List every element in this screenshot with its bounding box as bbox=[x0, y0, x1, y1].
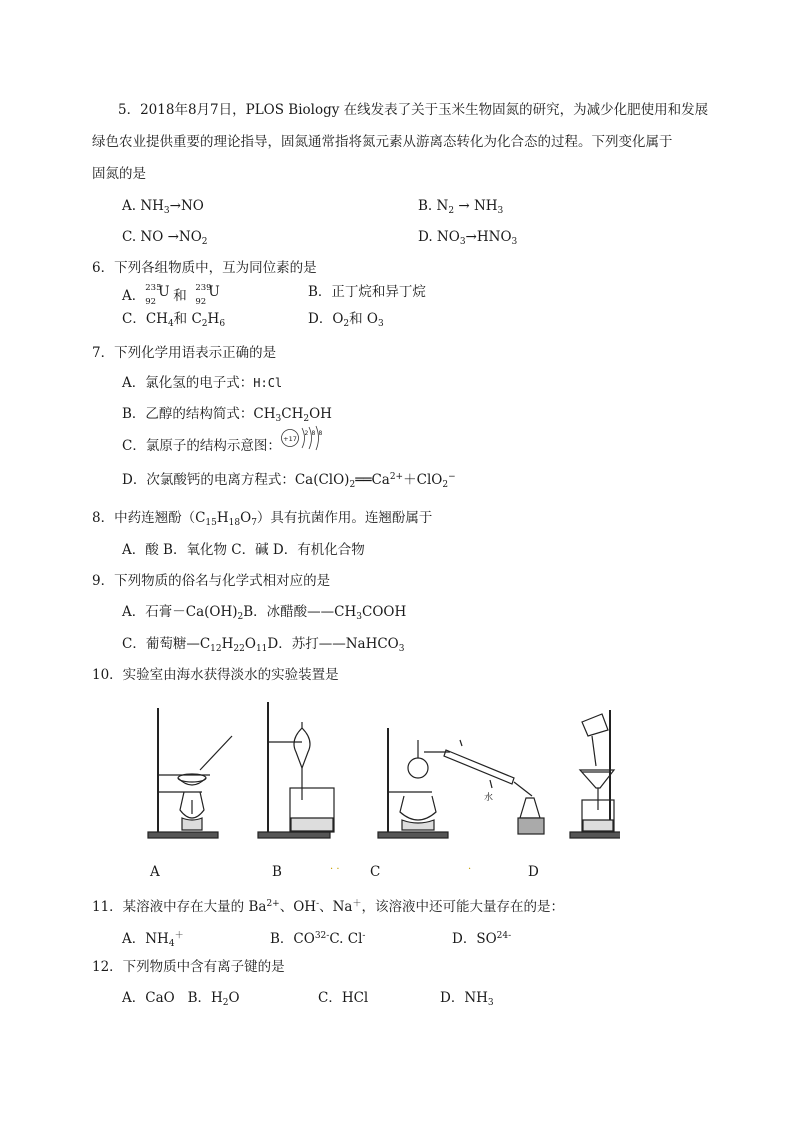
q9-options-cd: C．葡萄糖$—C_{12}H_{22}O_{11}D$．苏打——NaHCO$_3$ bbox=[122, 636, 405, 654]
decorative-dots: · · bbox=[330, 864, 340, 875]
q7-option-c: C．氯原子的结构示意图： +17 2 8 8 bbox=[122, 436, 281, 456]
q8-stem: 8．中药连翘酚$(C_{15}H_{18}O_7)$具有抗菌作用。连翘酚属于 bbox=[92, 510, 433, 528]
q9-options-ab: A．石膏$-Ca(OH)_2B$．冰醋酸$——CH_3COOH$ bbox=[122, 604, 407, 622]
q5-line2: 绿色农业提供重要的理论指导，固氮通常指将氮元素从游离态转化为化合态的过程。下列变化属于 bbox=[92, 134, 673, 150]
atom-shell2-label: 8 bbox=[311, 430, 316, 437]
q5-line1: 5．2018年8月7日，PLOS Biology 在线发表了关于玉米生物固氮的研究，为减少化肥使用和发展 bbox=[118, 102, 709, 118]
q7-option-a: A．氯化氢的电子式：H:Cl bbox=[122, 375, 283, 391]
apparatus-b-separatory-funnel bbox=[258, 702, 334, 838]
q6-option-a: A． 235 92 U 和 239 92 U bbox=[122, 282, 223, 306]
q9-stem: 9．下列物质的俗名与化学式相对应的是 bbox=[92, 573, 331, 589]
q5-option-b: B. $N_2 \to NH_3$ bbox=[418, 198, 504, 216]
q7-stem: 7．下列化学用语表示正确的是 bbox=[92, 345, 277, 361]
chlorine-atom-diagram bbox=[280, 424, 324, 454]
q12-option-d: D．$NH_3$ bbox=[440, 990, 494, 1008]
q12-option-c: C．HCl bbox=[318, 990, 369, 1006]
apparatus-d-filtration bbox=[570, 710, 620, 838]
q10-stem: 10．实验室由海水获得淡水的实验装置是 bbox=[92, 667, 339, 683]
q11-option-a: A．$NH_4^+$ bbox=[122, 931, 184, 949]
apparatus-label-b: B bbox=[272, 864, 282, 880]
atom-shell3-label: 8 bbox=[318, 430, 323, 437]
q6-option-c: C．$CH_4$和 $C_2H_6$ bbox=[122, 311, 226, 329]
apparatus-label-c: C bbox=[370, 864, 381, 880]
atom-shell1-label: 2 bbox=[304, 430, 309, 437]
atom-nucleus-label: +17 bbox=[283, 435, 297, 443]
q12-stem: 12．下列物质中含有离子键的是 bbox=[92, 959, 285, 975]
q11-option-d: D．$SO^{24-}$ bbox=[452, 931, 512, 947]
q11-option-bc: B．$CO^{32-}C$. Cl- bbox=[270, 931, 366, 947]
water-label: 水 bbox=[484, 793, 494, 803]
q6-option-d: D．$O_2$和 $O_3$ bbox=[308, 311, 384, 329]
nuclide-u239: 239 92 U bbox=[195, 283, 220, 307]
apparatus-label-d: D bbox=[528, 864, 539, 880]
nuclide-u235: 235 92 U bbox=[145, 283, 170, 307]
q12-option-ab: A．CaO B．$H_2O$ bbox=[122, 990, 240, 1008]
q5-option-a: A. $NH_3\to NO$ bbox=[122, 198, 204, 216]
q5-line3: 固氮的是 bbox=[92, 166, 146, 182]
q5-option-c: C. NO $\to NO_2$ bbox=[122, 229, 208, 247]
decorative-dot: · bbox=[468, 864, 472, 875]
q6-option-b: B．正丁烷和异丁烷 bbox=[308, 284, 426, 300]
q7-option-d: D．次氯酸钙的电离方程式：$Ca(ClO)_2══Ca^{2+}+ClO_2^-$ bbox=[122, 472, 456, 490]
q6-stem: 6．下列各组物质中，互为同位素的是 bbox=[92, 260, 317, 276]
q7-option-b: B．乙醇的结构简式：$CH_3CH_2OH$ bbox=[122, 406, 332, 424]
q5-option-d: D. $NO_3\to HNO_3$ bbox=[418, 229, 518, 247]
apparatus-a-evaporation bbox=[148, 708, 232, 838]
apparatus-label-a: A bbox=[150, 864, 160, 880]
apparatus-c-distillation bbox=[378, 728, 544, 838]
lab-apparatus-figure bbox=[140, 700, 620, 850]
q8-options: A．酸 B．氧化物 C．碱 D．有机化合物 bbox=[122, 542, 365, 558]
q11-stem: 11．某溶液中存在大量的 $Ba^{2+}$、OH-、Na＋，该溶液中还可能大量存在的是： bbox=[92, 899, 565, 915]
